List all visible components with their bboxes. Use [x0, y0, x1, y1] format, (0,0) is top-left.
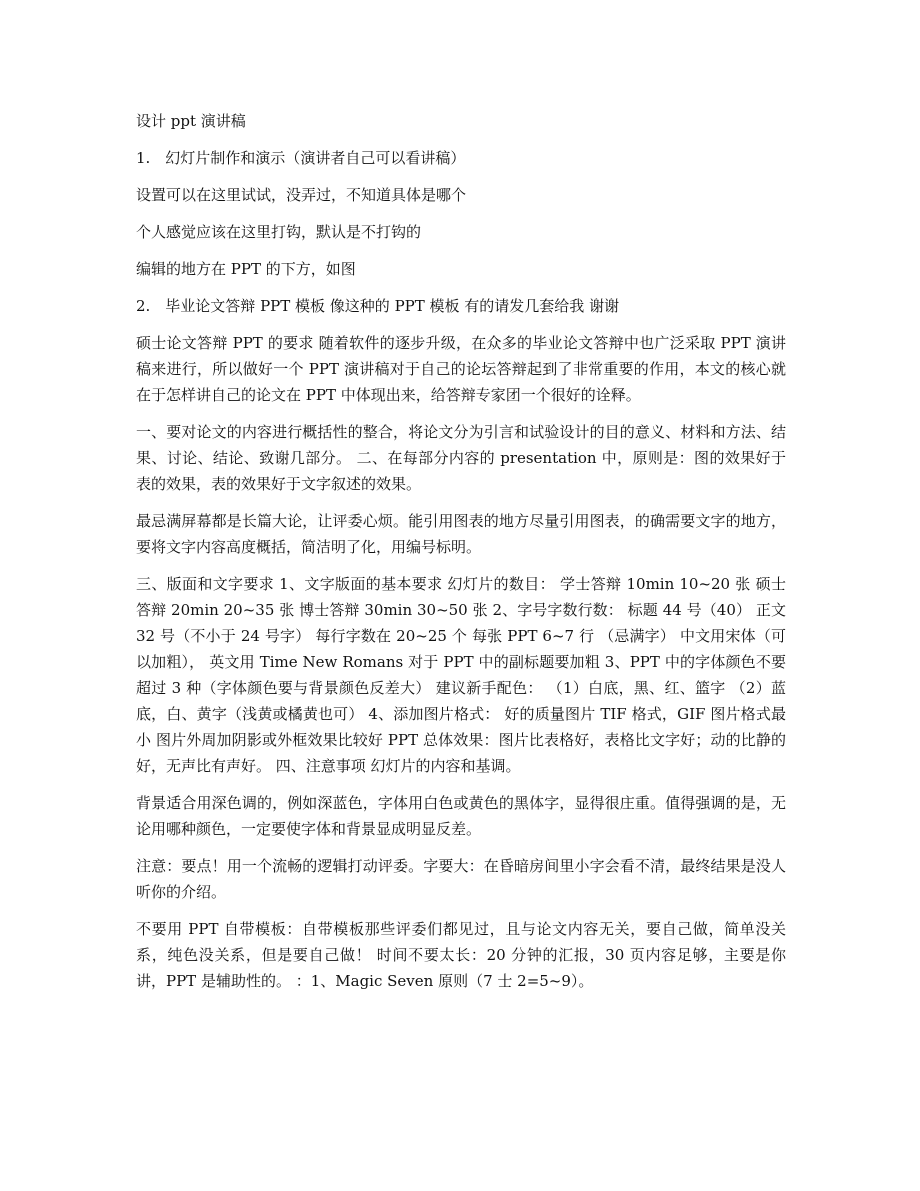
paragraph-avoid-text: 最忌满屏幕都是长篇大论，让评委心烦。能引用图表的地方尽量引用图表，的确需要文字的地方，要将文字内容高度概括，简洁明了化，用编号标明。 [136, 512, 786, 556]
document-title: 设计 ppt 演讲稿 [136, 112, 246, 130]
paragraph-layout-requirements: 三、版面和文字要求 1、文字版面的基本要求 幻灯片的数目： 学士答辩 10min 10~20 张 硕士答辩 20min 20~35 张 博士答辩 30min 30~50 张 2、字号字数行数： 标题 44 号（40） 正文 32 号（不小于 24 号字） 每行字数在 20~25 个 每张 PPT 6~7 行 （忌满字） 中文用宋体（可以加粗）， 英文用 Time New Romans 对于 PPT 中的副标题要加粗 3、PPT 中的字体颜色不要超过 3 种（字体颜色要与背景颜色反差大） 建议新手配色： （1）白底，黑、红、篮字 （2）蓝底，白、黄字（浅黄或橘黄也可） 4、添加图片格式： 好的质量图片 TIF 格式，GIF 图片格式最小 图片外周加阴影或外框效果比较好 PPT 总体效果：图片比表格好，表格比文字好；动的比静的好，无声比有声好。 四、注意事项 幻灯片的内容和基调。 [136, 575, 786, 775]
section-1-heading: 1. 幻灯片制作和演示（演讲者自己可以看讲稿） [136, 149, 466, 167]
section-1-line: 设置可以在这里试试，没弄过，不知道具体是哪个 [136, 186, 467, 204]
paragraph-attention: 注意：要点！用一个流畅的逻辑打动评委。字要大：在昏暗房间里小字会看不清，最终结果是没人听你的介绍。 [136, 857, 786, 901]
paragraph-intro: 硕士论文答辩 PPT 的要求 随着软件的逐步升级，在众多的毕业论文答辩中也广泛采取 PPT 演讲稿来进行，所以做好一个 PPT 演讲稿对于自己的论坛答辩起到了非常重要的作用，本文的核心就在于怎样讲自己的论文在 PPT 中体现出来，给答辩专家团一个很好的诠释。 [136, 334, 786, 404]
paragraph-templates: 不要用 PPT 自带模板：自带模板那些评委们都见过，且与论文内容无关，要自己做，简单没关系，纯色没关系，但是要自己做！ 时间不要太长：20 分钟的汇报，30 页内容足够，主要是你讲，PPT 是辅助性的。 ：1、Magic Seven 原则（7 士 2=5~9）。 [136, 920, 786, 990]
paragraph-background: 背景适合用深色调的，例如深蓝色，字体用白色或黄色的黑体字，显得很庄重。值得强调的是，无论用哪种颜色，一定要使字体和背景显成明显反差。 [136, 794, 786, 838]
document-body [136, 108, 786, 1005]
section-2-heading: 2. 毕业论文答辩 PPT 模板 像这种的 PPT 模板 有的请发几套给我 谢谢 [136, 297, 620, 315]
section-1-line: 个人感觉应该在这里打钩，默认是不打钩的 [136, 223, 422, 241]
paragraph-content-structure: 一、要对论文的内容进行概括性的整合，将论文分为引言和试验设计的目的意义、材料和方法、结果、讨论、结论、致谢几部分。 二、在每部分内容的 presentation 中，原则是：图的效果好于表的效果，表的效果好于文字叙述的效果。 [136, 423, 786, 493]
section-1-line: 编辑的地方在 PPT 的下方，如图 [136, 260, 356, 278]
